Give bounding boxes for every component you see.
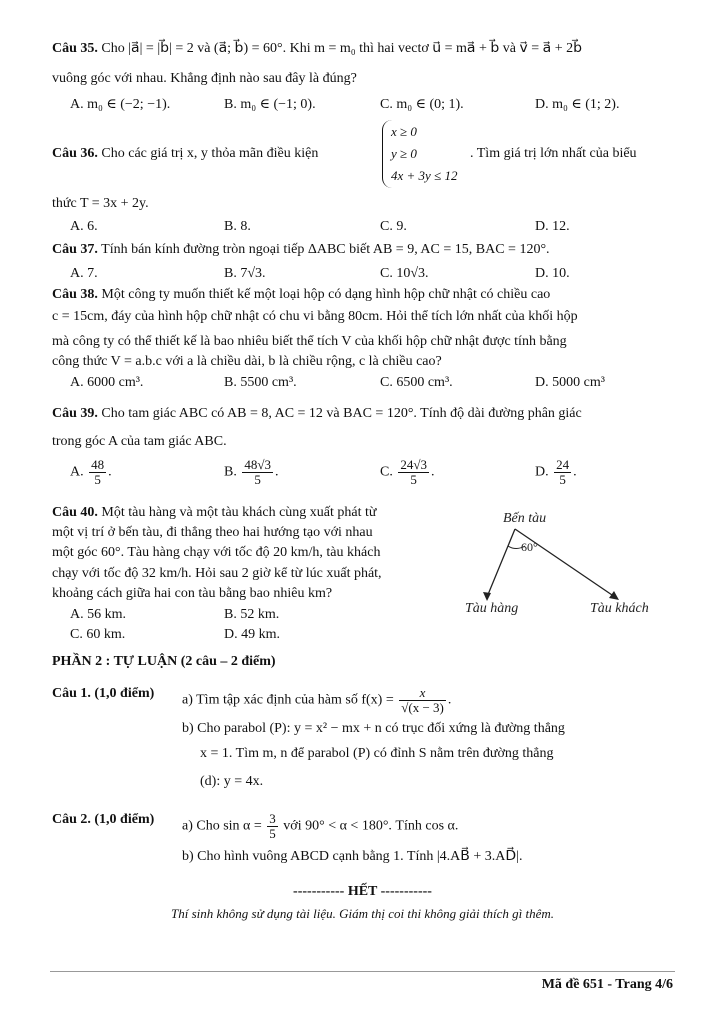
essay1b-line2: x = 1. Tìm m, n để parabol (P) có đỉnh S nằm trên đường thẳng	[200, 746, 554, 761]
essay2a-text-end: với 90° < α < 180°. Tính cos α.	[283, 818, 459, 834]
essay2a	[182, 812, 458, 841]
q35-line1	[52, 40, 673, 57]
q39-option-d-letter: D.	[535, 464, 549, 480]
q36-text-end: . Tìm giá trị lớn nhất của biểu	[470, 146, 637, 161]
q39-option-a-fraction	[89, 458, 106, 487]
cargo-ship-path	[487, 529, 515, 597]
passenger-arrowhead-icon	[609, 591, 619, 600]
essay2a-fraction	[267, 812, 278, 841]
numerator: 24	[556, 457, 570, 472]
essay2a-text: a) Cho sin α =	[182, 818, 262, 834]
q40-line1	[52, 505, 376, 521]
q38-text-1: Một công ty muốn thiết kế một loại hộp có dạng hình hộp chữ nhật có chiều cao	[101, 287, 551, 302]
essay1b-line3: (d): y = 4x.	[200, 774, 264, 789]
q36-cond-2: y ≥ 0	[391, 146, 417, 161]
q36-system	[382, 120, 468, 188]
cargo-arrowhead-icon	[483, 592, 491, 601]
numerator: 48√3	[244, 457, 271, 472]
q40-option-b: B. 52 km.	[224, 607, 280, 622]
q36-option-b: B. 8.	[224, 219, 251, 234]
end-note: Thí sinh không sử dụng tài liệu. Giám thị coi thi không giải thích gì thêm.	[171, 906, 554, 921]
q39-option-b-letter: B.	[224, 464, 237, 480]
q39-line1	[52, 406, 673, 422]
q36-option-d: D. 12.	[535, 219, 570, 234]
q38-option-b: B. 5500 cm³.	[224, 375, 297, 390]
denominator: 5	[254, 472, 261, 487]
q35-option-d: D. m₀ ∈ (1; 2).	[535, 97, 620, 112]
numerator: x	[399, 686, 446, 701]
q37-label: Câu 37.	[52, 242, 98, 257]
q39-text-1: Cho tam giác ABC có AB = 8, AC = 12 và BAC = 120°. Tính độ dài đường phân giác	[101, 406, 582, 421]
q40-option-c: C. 60 km.	[70, 627, 126, 642]
part2-title: PHẦN 2 : TỰ LUẬN (2 câu – 2 điểm)	[52, 654, 276, 669]
q37-option-c: C. 10√3.	[380, 266, 429, 281]
q38-line2: c = 15cm, đáy của hình hộp chữ nhật có chu vi bằng 80cm. Hỏi thể tích lớn nhất của khối hộp	[52, 309, 578, 324]
q36-cond-3: 4x + 3y ≤ 12	[391, 168, 458, 183]
q40-line3: một góc 60°. Tàu hàng chạy với tốc độ 20 km/h, tàu khách	[52, 545, 381, 560]
essay2-label: Câu 2. (1,0 điểm)	[52, 812, 155, 827]
q40-line2: một vị trí ở bến tàu, đi thẳng theo hai hướng tạo với nhau	[52, 525, 373, 540]
q37-option-b: B. 7√3.	[224, 266, 266, 281]
q38-label: Câu 38.	[52, 287, 98, 302]
q39-option-d-fraction	[554, 458, 571, 487]
q36-cond-1: x ≥ 0	[391, 124, 417, 139]
q39-option-a: A. $\frac{48}{5}$ .	[70, 457, 112, 487]
q38-line4: công thức V = a.b.c với a là chiều dài, b là chiều rộng, c là chiều cao?	[52, 354, 442, 369]
q35-label: Câu 35.	[52, 41, 98, 56]
q38-line1	[52, 287, 673, 303]
essay1-label: Câu 1. (1,0 điểm)	[52, 686, 155, 701]
q39-option-d: D. $\frac{24}{5}$ .	[535, 457, 577, 487]
numerator: 48	[91, 457, 105, 472]
denominator: 5	[269, 826, 276, 841]
essay1a-text: a) Tìm tập xác định của hàm số f(x) =	[182, 692, 394, 708]
q35-option-a: A. m₀ ∈ (−2; −1).	[70, 97, 171, 112]
q37-line1	[52, 242, 673, 258]
q39-option-c: C. $\frac{24√3}{5}$ .	[380, 457, 435, 487]
q40-option-d: D. 49 km.	[224, 627, 280, 642]
q36-text-1: Cho các giá trị x, y thỏa mãn điều kiện	[101, 146, 319, 161]
angle-label: 60°	[521, 540, 538, 554]
denominator: 5	[410, 472, 417, 487]
q35-option-c: C. m₀ ∈ (0; 1).	[380, 97, 464, 112]
end-marker: ----------- HẾT -----------	[293, 884, 432, 899]
essay2b: b) Cho hình vuông ABCD cạnh bằng 1. Tính |4.AB⃗ + 3.AD⃗|.	[182, 849, 523, 864]
denominator: √(x − 3)	[401, 700, 444, 715]
essay1a-fraction	[399, 686, 446, 715]
q40-ship-diagram	[455, 505, 695, 625]
q39-label: Câu 39.	[52, 406, 98, 421]
q39-option-c-letter: C.	[380, 464, 393, 480]
q38-option-c: C. 6500 cm³.	[380, 375, 453, 390]
footer-divider	[50, 971, 675, 972]
q39-line2: trong góc A của tam giác ABC.	[52, 434, 227, 449]
cargo-ship-label: Tàu hàng	[465, 601, 519, 616]
q38-option-d: D. 5000 cm³	[535, 375, 605, 390]
q39-option-b-fraction	[242, 458, 273, 487]
q35-line2: vuông góc với nhau. Khẳng định nào sau đây là đúng?	[52, 71, 357, 86]
port-label: Bến tàu	[503, 511, 547, 526]
denominator: 5	[94, 472, 101, 487]
q37-option-d: D. 10.	[535, 266, 570, 281]
q37-option-a: A. 7.	[70, 266, 98, 281]
q40-option-a: A. 56 km.	[70, 607, 126, 622]
passenger-ship-label: Tàu khách	[590, 601, 649, 616]
q39-option-b: B. $\frac{48√3}{5}$ .	[224, 457, 279, 487]
q36-option-a: A. 6.	[70, 219, 98, 234]
q36-line2: thức T = 3x + 2y.	[52, 196, 149, 211]
q35-option-b: B. m₀ ∈ (−1; 0).	[224, 97, 316, 112]
q37-text-1: Tính bán kính đường tròn ngoại tiếp ΔABC biết AB = 9, AC = 15, BAC = 120°.	[101, 242, 550, 257]
q39-option-a-letter: A.	[70, 464, 84, 480]
page-footer: Mã đề 651 - Trang 4/6	[541, 977, 673, 992]
q36-option-c: C. 9.	[380, 219, 407, 234]
q35-text-1: Cho |a⃗| = |b⃗| = 2 và (a⃗; b⃗) = 60°. Khi m = m₀ thì hai vectơ u⃗ = ma⃗ + b⃗ và v⃗ = a⃗ + 2b⃗	[101, 41, 583, 56]
numerator: 24√3	[400, 457, 427, 472]
q40-line4: chạy với tốc độ 32 km/h. Hỏi sau 2 giờ kể từ lúc xuất phát,	[52, 566, 382, 581]
denominator: 5	[559, 472, 566, 487]
numerator: 3	[269, 811, 276, 826]
essay1a: a) Tìm tập xác định của hàm số f(x) = $\frac{x}{√(x - 3)}$ .	[182, 685, 452, 715]
q40-line5: khoảng cách giữa hai con tàu bằng bao nhiêu km?	[52, 586, 333, 601]
q36-label: Câu 36.	[52, 146, 98, 161]
q38-line3: mà công ty có thể thiết kế là bao nhiêu biết thể tích V của khối hộp chữ nhật được tính bằng	[52, 334, 567, 349]
q40-label: Câu 40.	[52, 505, 98, 520]
essay1b-line1: b) Cho parabol (P): y = x² − mx + n có trục đối xứng là đường thẳng	[182, 721, 565, 736]
q40-text-1: Một tàu hàng và một tàu khách cùng xuất phát từ	[101, 505, 377, 520]
q38-option-a: A. 6000 cm³.	[70, 375, 144, 390]
q39-option-c-fraction	[398, 458, 429, 487]
